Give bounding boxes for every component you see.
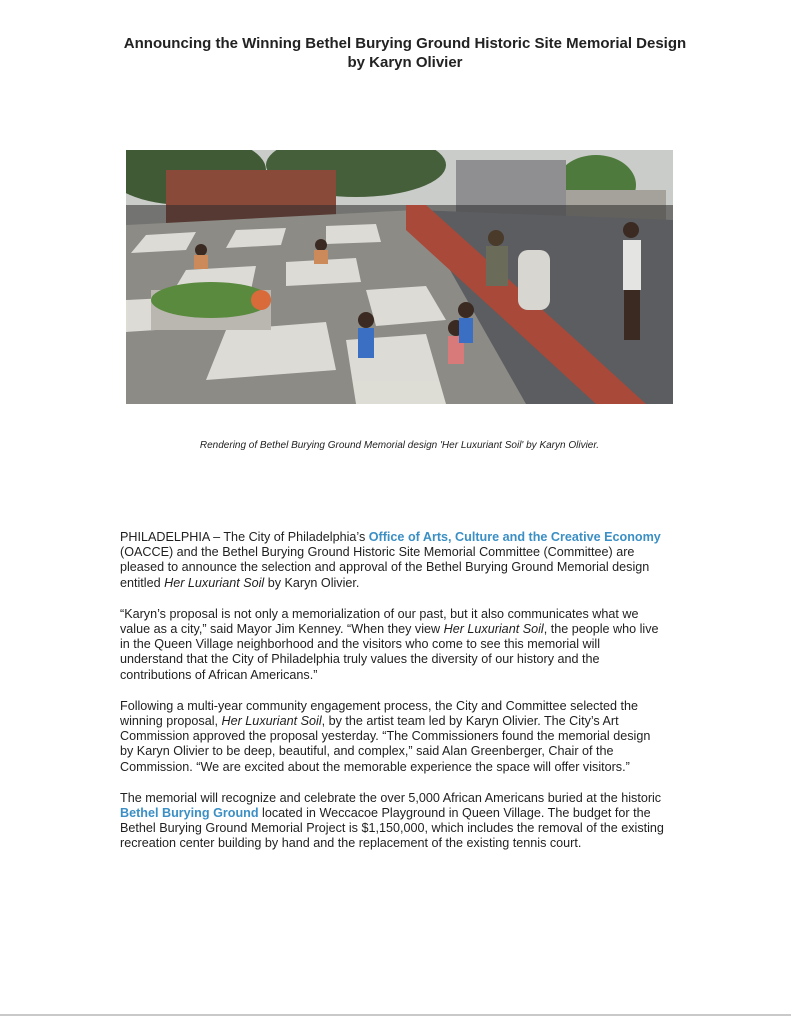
- p1-text-a: PHILADELPHIA – The City of Philadelphia’s: [120, 530, 369, 544]
- p2-title-em: Her Luxuriant Soil: [443, 622, 544, 637]
- p4-text-b: located in Weccacoe Playground in Queen Village. The budget for the Bethel Burying Ground Memorial Project is $1,150,000, which includes the removal of the existing recreation center building by hand and the replacement of the existing tennis court.: [120, 806, 664, 851]
- paragraph-3: [120, 699, 665, 775]
- page-title: Announcing the Winning Bethel Burying Ground Historic Site Memorial Design by Karyn Olivier: [123, 35, 687, 71]
- p3-title-em: Her Luxuriant Soil: [221, 714, 322, 729]
- bethel-burying-ground-link[interactable]: Bethel Burying Ground: [120, 806, 259, 821]
- page-bottom-rule: [0, 1014, 791, 1016]
- paragraph-2: [120, 607, 665, 683]
- p1-title-em: Her Luxuriant Soil: [164, 575, 265, 590]
- p2-text-b: , the people who live in the Queen Village neighborhood and the visitors who come to see this memorial will understand that the City of Philadelphia truly values the diversity of our history and the contributions of African Americans.”: [120, 622, 659, 682]
- paragraph-1: [120, 530, 665, 591]
- p3-text-b: , by the artist team led by Karyn Olivier. The City’s Art Commission approved the proposal yesterday. “The Commissioners found the memorial design by Karyn Olivier to be deep, beautiful, and complex,” said Alan Greenberger, Chair of the Commission. “We are excited about the memorable experience the space will offer visitors.”: [120, 714, 651, 774]
- memorial-rendering-image: [126, 150, 673, 404]
- article-body: [120, 530, 665, 868]
- p1-text-b: (OACCE) and the Bethel Burying Ground Historic Site Memorial Committee (Committee) are pleased to announce the selection and approval of the Bethel Burying Ground Memorial design entitled: [120, 545, 650, 590]
- image-caption: Rendering of Bethel Burying Ground Memorial design 'Her Luxuriant Soil' by Karyn Olivier.: [199, 440, 600, 451]
- p3-text-a: Following a multi-year community engagement process, the City and Committee selected the winning proposal,: [120, 698, 638, 729]
- p4-text-a: The memorial will recognize and celebrate the over 5,000 African Americans buried at the historic: [120, 790, 662, 805]
- p1-text-c: by Karyn Olivier.: [264, 575, 360, 590]
- paragraph-4: [120, 791, 665, 852]
- oacce-link[interactable]: Office of Arts, Culture and the Creative Economy: [368, 530, 661, 544]
- p2-text-a: “Karyn’s proposal is not only a memorialization of our past, but it also communicates what we value as a city,” said Mayor Jim Kenney. “When they view: [120, 606, 639, 637]
